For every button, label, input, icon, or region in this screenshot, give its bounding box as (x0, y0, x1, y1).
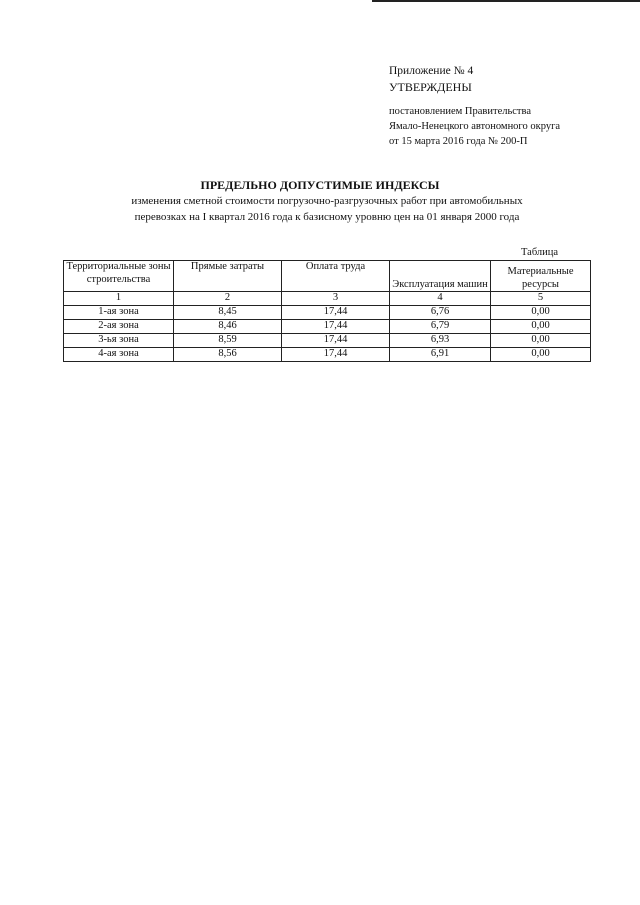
column-number: 4 (390, 292, 491, 306)
column-number-row (64, 292, 591, 306)
table-header-row (64, 261, 591, 292)
top-rule (372, 0, 640, 2)
materials-cell: 0,00 (491, 333, 591, 347)
direct-costs-cell: 8,46 (174, 319, 282, 333)
machines-cell: 6,79 (390, 319, 491, 333)
column-number: 2 (174, 292, 282, 306)
materials-cell: 0,00 (491, 319, 591, 333)
machines-cell: 6,93 (390, 333, 491, 347)
table-row (64, 347, 591, 361)
subtitle-line: изменения сметной стоимости погрузочно-разгрузочных работ при автомобильных (131, 195, 523, 207)
decree-line: постановлением Правительства (389, 106, 532, 117)
direct-costs-cell: 8,45 (174, 305, 282, 319)
column-header: Материальные ресурсы (491, 261, 591, 292)
zone-cell: 1-ая зона (64, 305, 174, 319)
labor-cell: 17,44 (282, 347, 390, 361)
column-header: Оплата труда (282, 261, 390, 292)
labor-cell: 17,44 (282, 305, 390, 319)
machines-cell: 6,76 (390, 305, 491, 319)
column-number: 3 (282, 292, 390, 306)
materials-cell: 0,00 (491, 347, 591, 361)
table-label: Таблица (521, 247, 559, 258)
decree-line: от 15 марта 2016 года № 200-П (389, 136, 528, 147)
column-number: 1 (64, 292, 174, 306)
machines-cell: 6,91 (390, 347, 491, 361)
table-row (64, 305, 591, 319)
labor-cell: 17,44 (282, 333, 390, 347)
document-title: ПРЕДЕЛЬНО ДОПУСТИМЫЕ ИНДЕКСЫ (200, 178, 440, 192)
column-header: Эксплуатация машин (390, 261, 491, 292)
decree-line: Ямало-Ненецкого автономного округа (389, 121, 561, 132)
table-row (64, 319, 591, 333)
column-header: Территориальные зоны строительства (64, 261, 174, 292)
direct-costs-cell: 8,59 (174, 333, 282, 347)
labor-cell: 17,44 (282, 319, 390, 333)
table-row (64, 333, 591, 347)
column-number: 5 (491, 292, 591, 306)
appendix-number: Приложение № 4 (389, 65, 474, 77)
materials-cell: 0,00 (491, 305, 591, 319)
column-header: Прямые затраты (174, 261, 282, 292)
direct-costs-cell: 8,56 (174, 347, 282, 361)
zone-cell: 3-ья зона (64, 333, 174, 347)
decree-reference (389, 104, 560, 149)
indices-table (63, 260, 591, 362)
zone-cell: 2-ая зона (64, 319, 174, 333)
document-subtitle (90, 193, 564, 225)
approved-label: УТВЕРЖДЕНЫ (389, 80, 472, 94)
zone-cell: 4-ая зона (64, 347, 174, 361)
subtitle-line: перевозках на I квартал 2016 года к базисному уровню цен на 01 января 2000 года (134, 211, 520, 223)
